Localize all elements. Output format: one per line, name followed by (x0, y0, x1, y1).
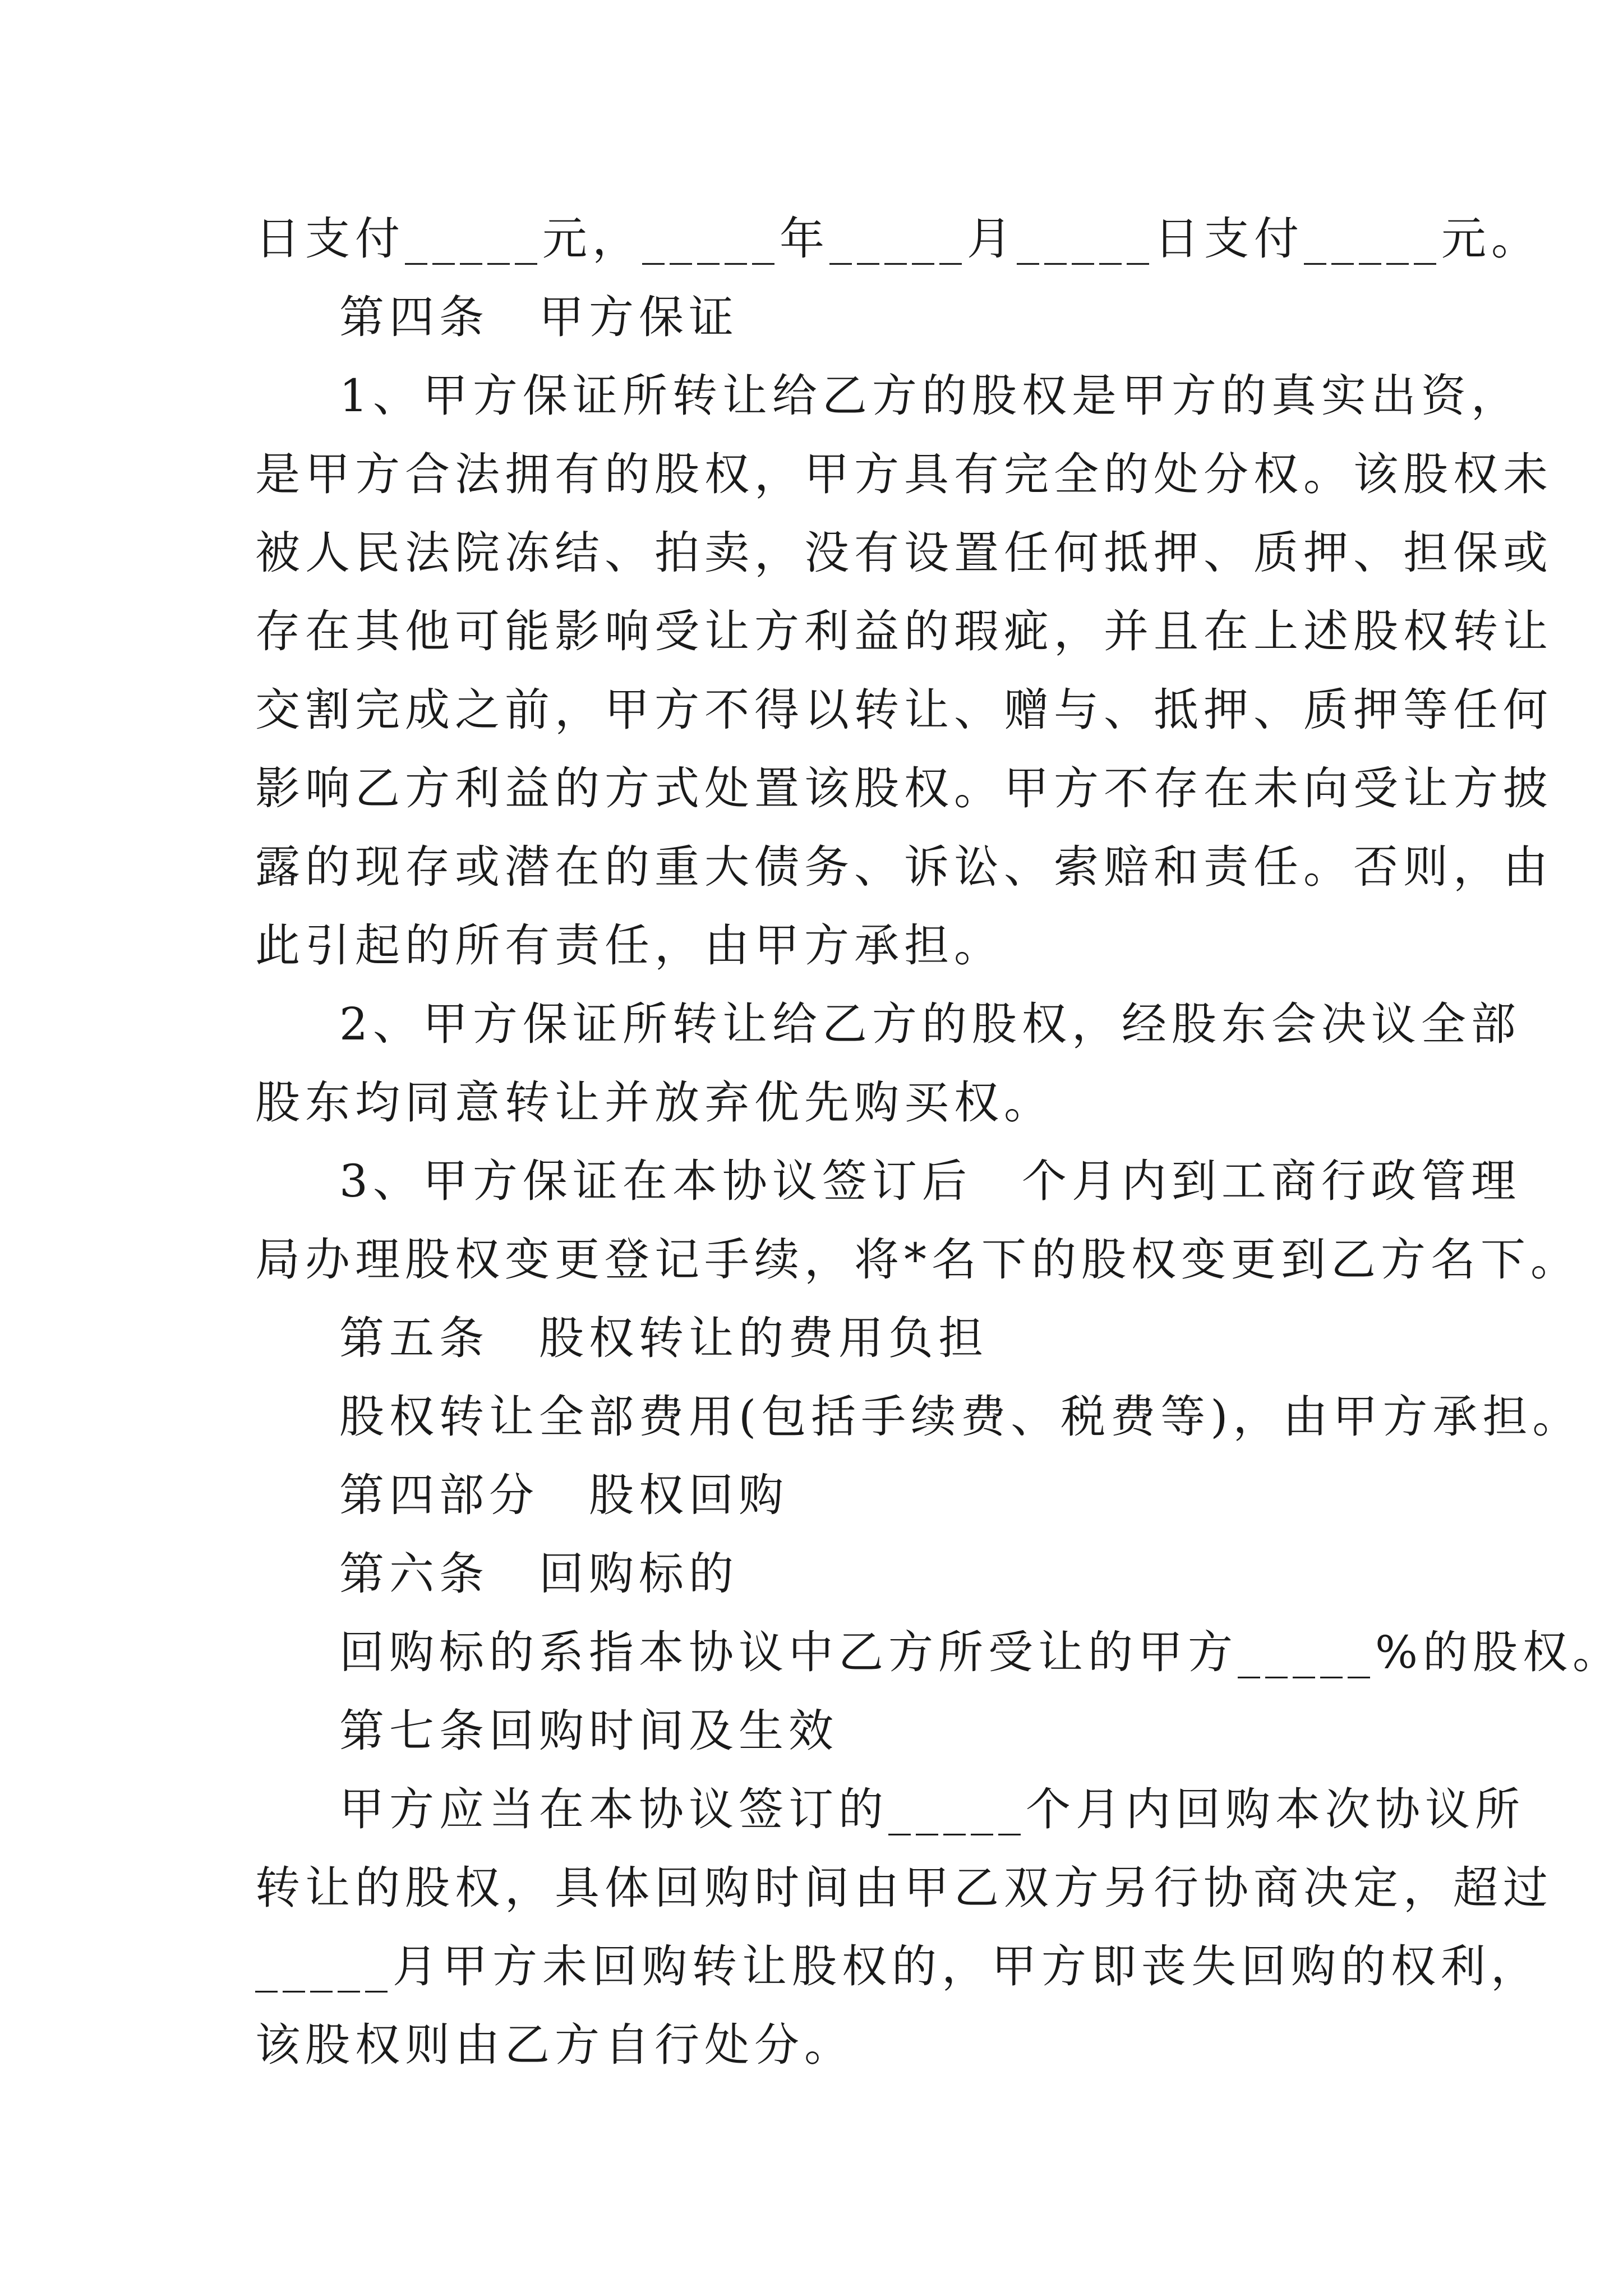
article-heading (0, 1704, 1623, 1758)
line-text: 第六条 回购标的 (339, 1548, 739, 1600)
paragraph-line (0, 762, 1623, 816)
line-text: 甲方应当在本协议签订的_____个月内回购本次协议所 (339, 1783, 1525, 1835)
text-line (0, 212, 1623, 266)
line-text: _____月甲方未回购转让股权的，甲方即丧失回购的权利， (255, 1940, 1541, 1993)
section-heading (0, 1469, 1623, 1522)
line-text: 第四条 甲方保证 (339, 291, 739, 343)
line-text: 第四部分 股权回购 (339, 1469, 789, 1521)
line-text: 存在其他可能影响受让方利益的瑕疵，并且在上述股权转让 (255, 605, 1553, 657)
paragraph-line (0, 840, 1623, 894)
line-text: 回购标的系指本协议中乙方所受让的甲方_____%的股权。 (339, 1626, 1623, 1678)
line-text: 第五条 股权转让的费用负担 (339, 1312, 988, 1364)
paragraph-line (0, 1783, 1623, 1837)
line-text: 该股权则由乙方自行处分。 (255, 2019, 854, 2071)
paragraph-line (0, 683, 1623, 737)
line-text: 股东均同意转让并放弃优先购买权。 (255, 1076, 1054, 1129)
paragraph-line (0, 1940, 1623, 1994)
paragraph-line (0, 1154, 1623, 1208)
line-text: 第七条回购时间及生效 (339, 1705, 838, 1757)
paragraph-line (0, 1861, 1623, 1915)
line-text: 2、甲方保证所转让给乙方的股权，经股东会决议全部 (339, 998, 1521, 1050)
paragraph-line (0, 2018, 1623, 2072)
paragraph-line (0, 919, 1623, 973)
line-text: 影响乙方利益的方式处置该股权。甲方不存在未向受让方披 (255, 762, 1553, 815)
article-heading (0, 1547, 1623, 1601)
paragraph-line (0, 1390, 1623, 1444)
paragraph-line (0, 1076, 1623, 1130)
line-text: 露的现存或潜在的重大债务、诉讼、索赔和责任。否则，由 (255, 841, 1553, 893)
line-text: 转让的股权，具体回购时间由甲乙双方另行协商决定，超过 (255, 1862, 1553, 1914)
line-text: 3、甲方保证在本协议签订后 个月内到工商行政管理 (339, 1155, 1521, 1207)
article-heading (0, 1312, 1623, 1365)
line-text: 被人民法院冻结、拍卖，没有设置任何抵押、质押、担保或 (255, 527, 1553, 579)
line-text: 是甲方合法拥有的股权，甲方具有完全的处分权。该股权未 (255, 448, 1553, 500)
paragraph-line (0, 1626, 1623, 1680)
paragraph-line (0, 605, 1623, 659)
paragraph-line (0, 997, 1623, 1051)
paragraph-line (0, 369, 1623, 423)
line-text: 1、甲方保证所转让给乙方的股权是甲方的真实出资， (339, 370, 1521, 422)
line-text: 此引起的所有责任，由甲方承担。 (255, 919, 1004, 972)
line-text: 股权转让全部费用(包括手续费、税费等)，由甲方承担。 (339, 1391, 1583, 1443)
line-text: 局办理股权变更登记手续，将*名下的股权变更到乙方名下。 (255, 1234, 1580, 1286)
paragraph-line (0, 1233, 1623, 1287)
article-heading (0, 291, 1623, 344)
line-text: 交割完成之前，甲方不得以转让、赠与、抵押、质押等任何 (255, 684, 1553, 736)
line-text: 日支付_____元，_____年_____月_____日支付_____元。 (255, 213, 1541, 265)
paragraph-line (0, 448, 1623, 501)
paragraph-line (0, 526, 1623, 580)
